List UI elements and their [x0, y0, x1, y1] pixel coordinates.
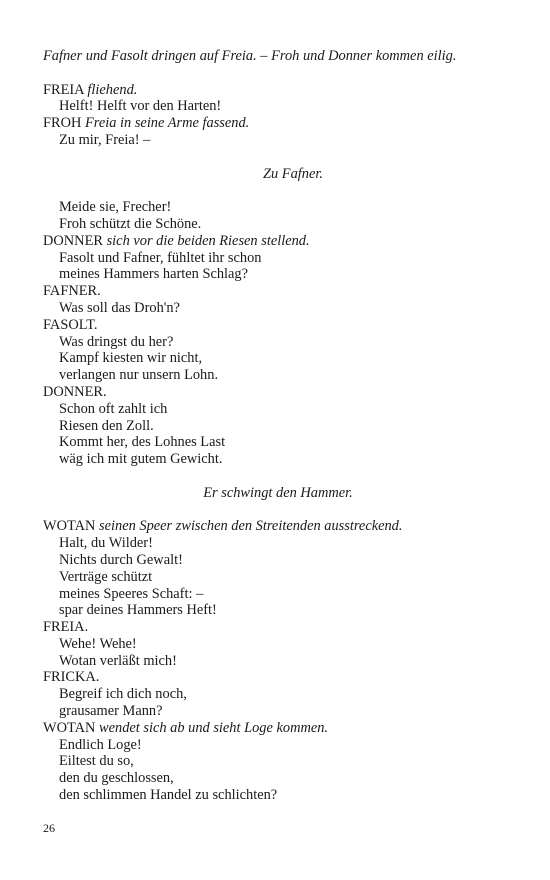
verse-line: Begreif ich dich noch, — [59, 686, 187, 703]
verse-line: Meide sie, Frecher! — [59, 199, 172, 216]
verse-line: Zu mir, Freia! – — [59, 131, 151, 148]
verse-line: meines Hammers harten Schlag? — [59, 266, 249, 283]
centered-stage-direction: Er schwingt den Hammer. — [203, 484, 353, 501]
verse-line: den schlimmen Handel zu schlichten? — [59, 787, 278, 804]
verse-line: Helft! Helft vor den Harten! — [59, 98, 222, 115]
speaker-line — [43, 720, 513, 737]
verse-line: Wotan verläßt mich! — [59, 652, 177, 669]
stage-direction: Fafner und Fasolt dringen auf Freia. – Froh und Donner kommen eilig. — [43, 48, 457, 64]
spacer — [43, 149, 513, 166]
speaker-name: DONNER. — [43, 383, 107, 400]
spacer — [43, 65, 513, 82]
verse-line: Nichts durch Gewalt! — [59, 551, 183, 568]
speaker-line — [43, 233, 513, 250]
speaker-name: FREIA — [43, 81, 84, 98]
verse-line: grausamer Mann? — [59, 703, 163, 720]
libretto-text — [43, 48, 513, 804]
speaker-name: WOTAN — [43, 518, 96, 535]
speaker-name: FREIA. — [43, 619, 89, 636]
verse-line: Froh schützt die Schöne. — [59, 215, 202, 232]
spacer — [43, 182, 513, 199]
stage-direction: Freia in seine Arme fassend. — [85, 115, 250, 132]
verse-line: wäg ich mit gutem Gewicht. — [59, 451, 223, 468]
verse-line: Verträge schützt — [59, 568, 153, 585]
verse-line: spar deines Hammers Heft! — [59, 602, 217, 619]
speaker-name: FRICKA. — [43, 669, 100, 686]
verse-line: Endlich Loge! — [59, 736, 142, 753]
stage-direction: sich vor die beiden Riesen stellend. — [106, 232, 310, 249]
verse-line: Eiltest du so, — [59, 753, 134, 770]
verse-line: verlangen nur unsern Lohn. — [59, 367, 219, 384]
verse-line: meines Speeres Schaft: – — [59, 585, 204, 602]
verse-line: Wehe! Wehe! — [59, 635, 137, 652]
centered-stage-direction: Zu Fafner. — [263, 165, 323, 182]
speaker-line — [43, 115, 513, 132]
speaker-line — [43, 82, 513, 99]
spacer — [43, 468, 513, 485]
stage-direction: seinen Speer zwischen den Streitenden ausstreckend. — [99, 518, 403, 535]
verse-line: Halt, du Wilder! — [59, 535, 153, 552]
verse-line: den du geschlossen, — [59, 770, 174, 787]
verse-line: Schon oft zahlt ich — [59, 400, 168, 417]
spacer — [43, 502, 513, 519]
speaker-name: FASOLT. — [43, 316, 98, 333]
speaker-name: DONNER — [43, 232, 103, 249]
verse-line: Fasolt und Fafner, fühltet ihr schon — [59, 249, 262, 266]
page-number: 26 — [43, 821, 55, 835]
verse-line: Was soll das Droh'n? — [59, 299, 180, 316]
speaker-line — [43, 518, 513, 535]
verse-line: Was dringst du her? — [59, 333, 174, 350]
verse-line: Kommt her, des Lohnes Last — [59, 434, 226, 451]
verse-line: Riesen den Zoll. — [59, 417, 154, 434]
verse-line: Kampf kiesten wir nicht, — [59, 350, 203, 367]
speaker-name: FAFNER. — [43, 283, 101, 300]
stage-direction: wendet sich ab und sieht Loge kommen. — [99, 719, 329, 736]
speaker-name: FROH — [43, 115, 82, 132]
speaker-name: WOTAN — [43, 719, 96, 736]
stage-direction: fliehend. — [87, 81, 138, 98]
